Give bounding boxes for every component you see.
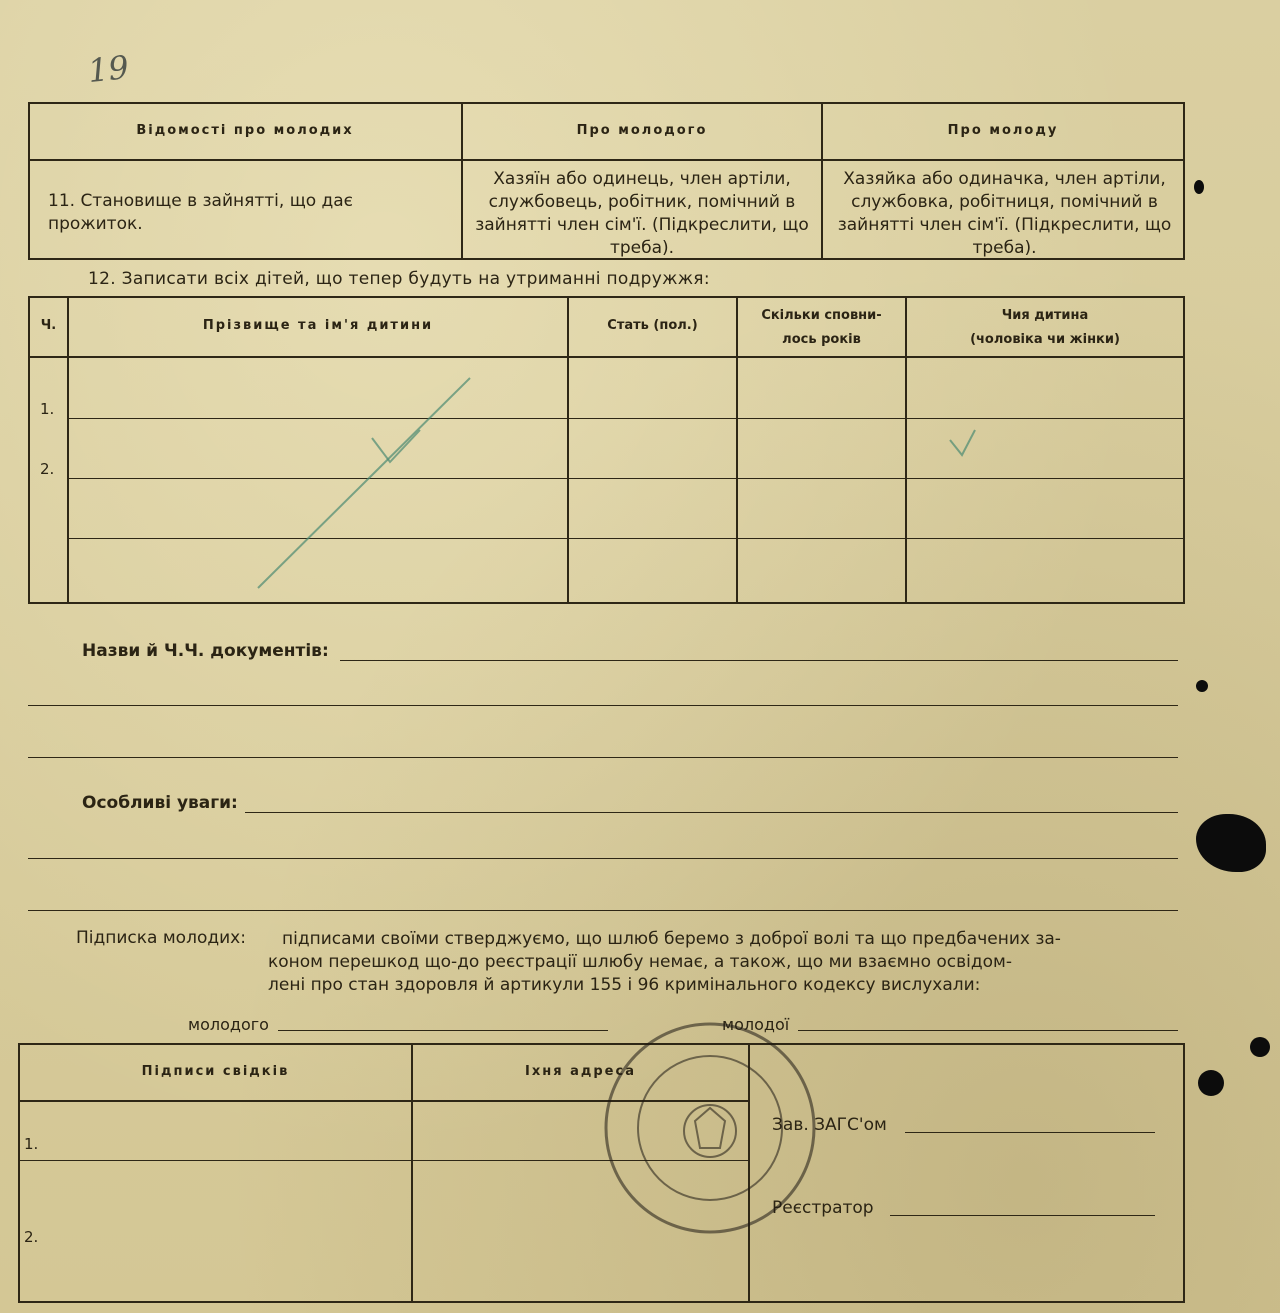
child-row-1: 1. — [40, 400, 55, 418]
children-title: 12. Записати всіх дітей, що тепер будуть на утриманні подружжя: — [88, 269, 710, 289]
groom-signature-label: молодого — [188, 1015, 269, 1034]
witness-row-1: 1. — [24, 1135, 39, 1153]
declaration-line-1: підписами своїми стверджуємо, що шлюб беремо з доброї волі та що предбачених за- — [282, 929, 1061, 949]
col-whose-line2: (чоловіка чи жінки) — [970, 332, 1120, 347]
declaration-line-2: коном перешкод що-до реєстрації шлюбу немає, а також, що ми взаємно освідом- — [268, 952, 1012, 972]
header-about-groom: Про молодого — [576, 123, 708, 138]
declaration-line-3: лені про стан здоровля й артикули 155 і 96 кримінального кодексу вислухали: — [268, 975, 981, 995]
col-number: Ч. — [40, 318, 57, 333]
col-child-name: Прізвище та ім'я дитини — [202, 318, 434, 333]
col-witness-address: Іхня адреса — [525, 1064, 636, 1079]
groom-occupation-options: Хазяїн або одинець, член артіли, службовець, робітник, помічний в зайнятті член сім'ї. (Підкреслити, що треба). — [475, 169, 809, 258]
remarks-label: Особливі уваги: — [82, 793, 238, 813]
bride-signature-label: молодої — [722, 1015, 790, 1034]
col-witness-signatures: Підписи свідків — [141, 1064, 290, 1079]
punch-hole — [1198, 1070, 1224, 1096]
margin-mark-1 — [1194, 180, 1204, 194]
header-couple-info: Відомості про молодих — [136, 123, 354, 138]
documents-label: Назви й Ч.Ч. документів: — [82, 641, 329, 661]
declaration-label: Підписка молодих: — [76, 928, 246, 948]
col-age-line2: лось років — [782, 332, 861, 347]
col-age-line1: Скільки сповни- — [761, 308, 882, 323]
margin-mark-2 — [1196, 680, 1208, 692]
col-whose-line1: Чия дитина — [1001, 308, 1089, 323]
child-row-2: 2. — [40, 460, 55, 478]
header-about-bride: Про молоду — [947, 123, 1059, 138]
bride-occupation-options: Хазяйка або одиначка, член артіли, службовка, робітниця, помічний в зайнятті член сім'ї. (Підкреслити, що треба). — [837, 169, 1172, 258]
row11-label: 11. Становище в зайнятті, що дає прожиток. — [48, 191, 354, 234]
official-seal — [600, 1013, 820, 1243]
registry-head-label: Зав. ЗАГС'ом — [772, 1115, 887, 1135]
punch-hole-small — [1250, 1037, 1270, 1057]
witness-row-2: 2. — [24, 1228, 39, 1246]
registrar-label: Реєстратор — [772, 1198, 874, 1218]
top-handwritten-note: 19 — [86, 47, 131, 91]
col-sex: Стать (пол.) — [607, 318, 698, 333]
